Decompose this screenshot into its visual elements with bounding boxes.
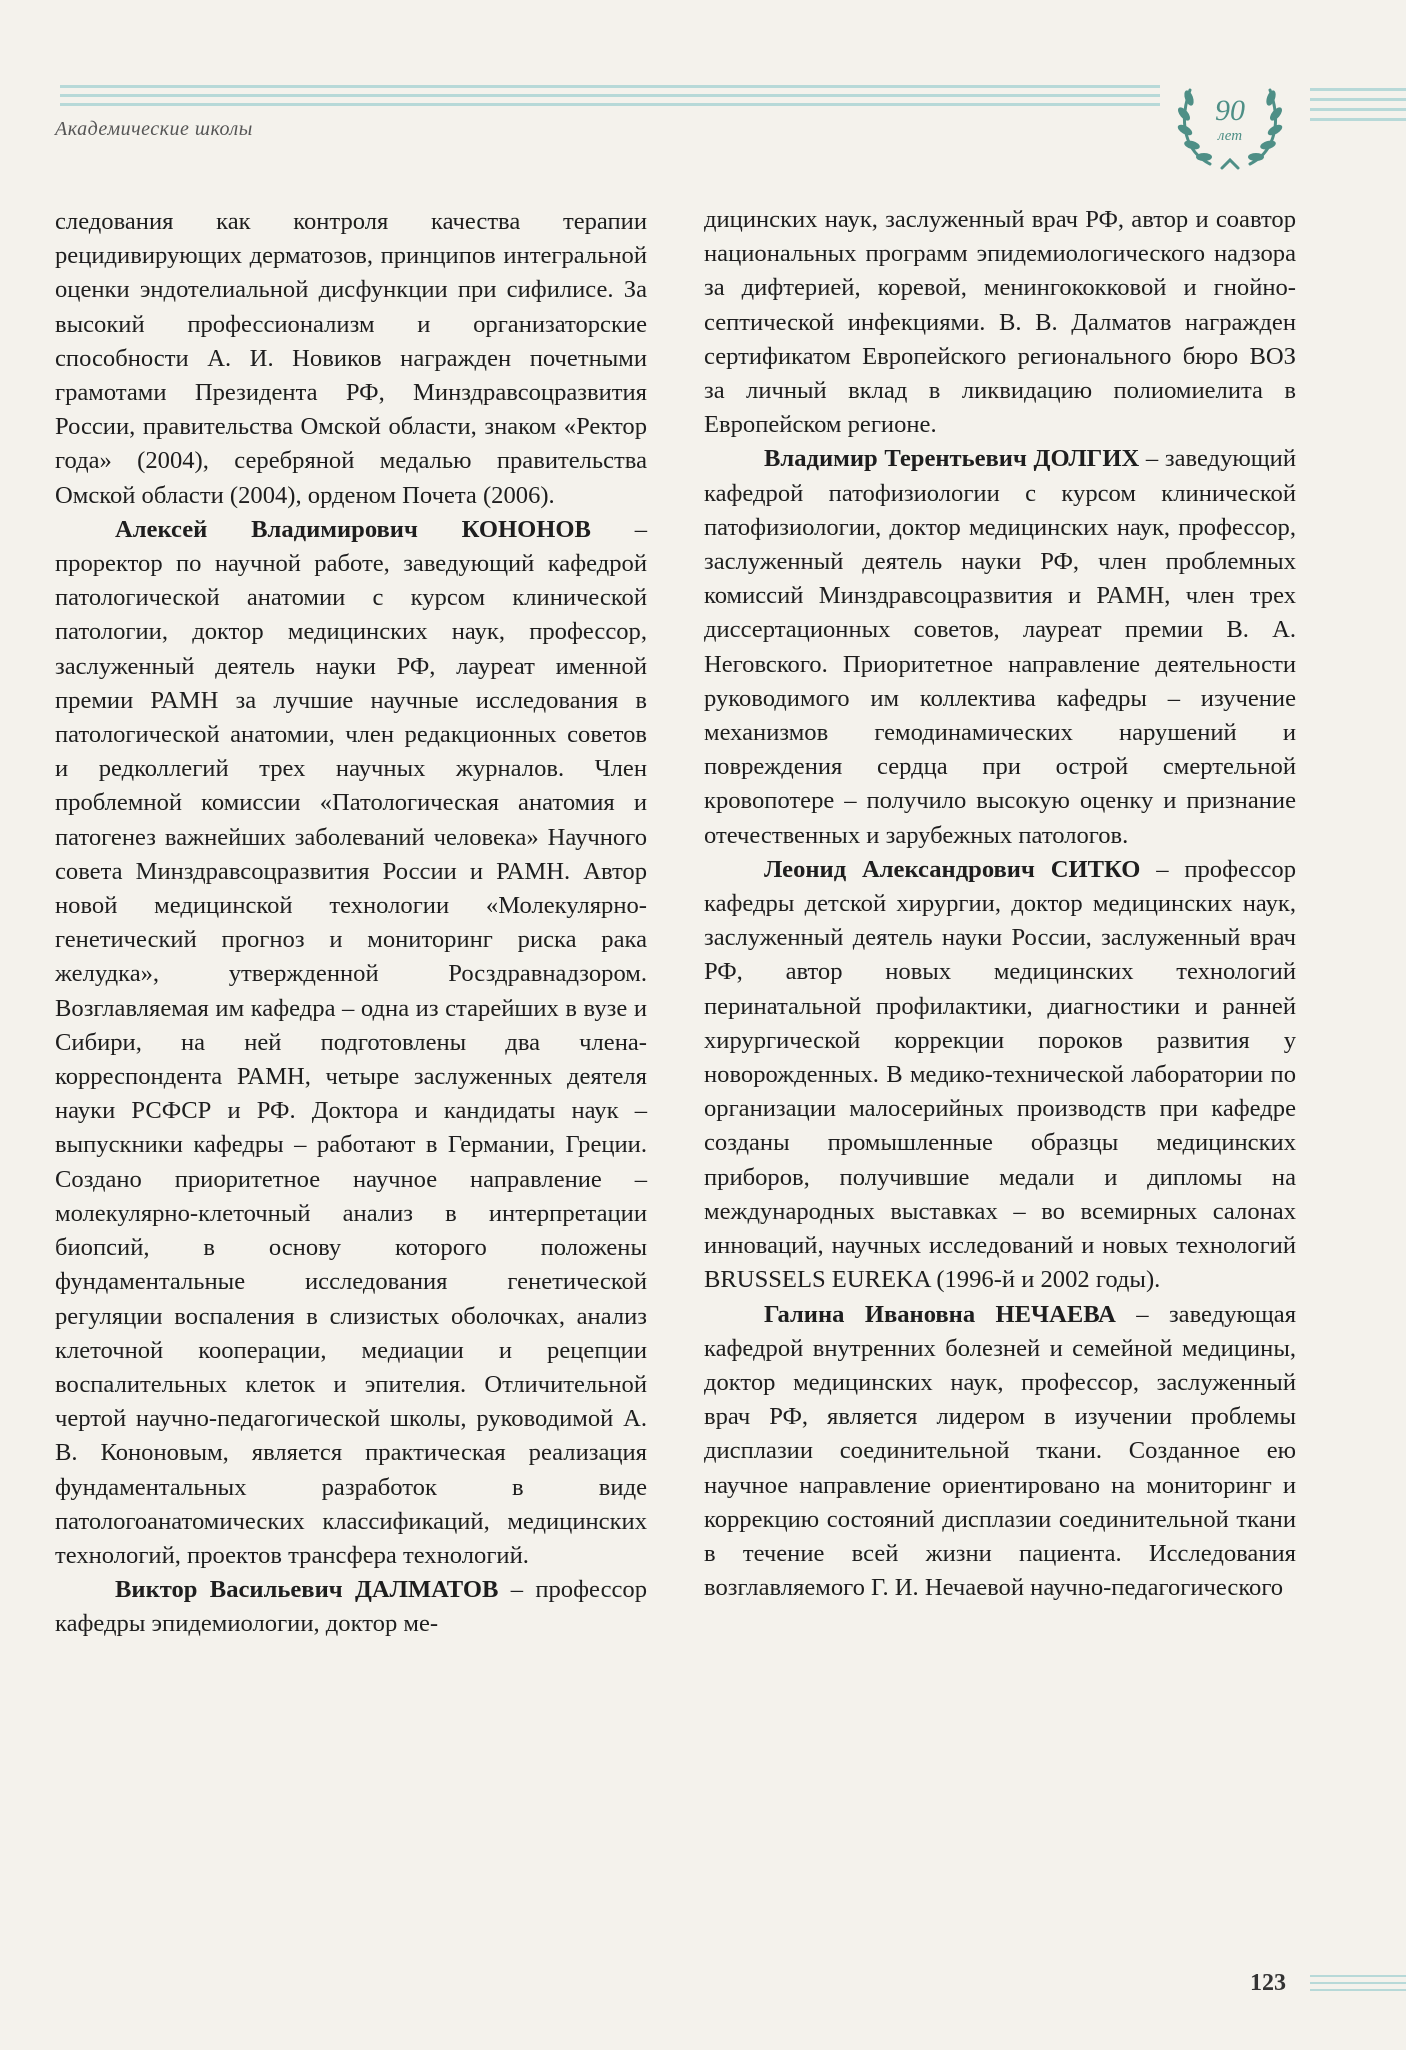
person-name: Алексей Владимирович КОНОНОВ bbox=[115, 515, 591, 543]
paragraph-text: – профессор кафедры детской хирургии, доктор медицинских наук, заслуженный деятель науки России, заслуженный врач РФ, автор новых медицинских технологий перинатальной профилактики, диагностики и ранней хирургической коррекции пороков развития у новорожденных. В медико-технической лаборатории по организации малосерийных производств при кафедре созданы промышленные образцы медицинских приборов, получившие медали и дипломы на международных выставках – во всемирных салонах инноваций, научных исследований и новых технологий BRUSSELS EUREKA (1996-й и 2002 годы). bbox=[704, 855, 1296, 1294]
section-title: Академические школы bbox=[55, 118, 253, 140]
right-column bbox=[704, 203, 1296, 1605]
emblem-number: 90 bbox=[1215, 94, 1245, 127]
footer-rule bbox=[1310, 1975, 1406, 1995]
left-column bbox=[55, 205, 647, 1642]
person-name: Леонид Александрович СИТКО bbox=[764, 855, 1141, 883]
paragraph bbox=[55, 513, 647, 1573]
paragraph: следования как контроля качества терапии рецидивирующих дерматозов, принципов интегральной оценки эндотелиальной дисфункции при сифилисе. За высокий профессионализм и организаторские способности А. И. Новиков награжден почетными грамотами Президента РФ, Минздравсоцразвития России, правительства Омской области, знаком «Ректор года» (2004), серебряной медалью правительства Омской области (2004), орденом Почета (2006). bbox=[55, 208, 647, 509]
laurel-wreath-icon bbox=[1170, 68, 1290, 178]
person-name: Галина Ивановна НЕЧАЕВА bbox=[764, 1300, 1116, 1328]
header-rule bbox=[60, 85, 1160, 115]
anniversary-emblem bbox=[1170, 68, 1290, 178]
paragraph-text: – заведующий кафедрой патофизиологии с курсом клинической патофизиологии, доктор медицинских наук, профессор, заслуженный деятель науки РФ, член проблемных комиссий Минздравсоцразвития и РАМН, член трех диссертационных советов, лауреат премии В. А. Неговского. Приоритетное направление деятельности руководимого им коллектива кафедры – изучение механизмов гемодинамических нарушений и повреждения сердца при острой смертельной кровопотере – получило высокую оценку и признание отечественных и зарубежных патологов. bbox=[704, 445, 1296, 849]
paragraph: дицинских наук, заслуженный врач РФ, автор и соавтор национальных программ эпидемиологического надзора за дифтерией, коревой, менингококковой и гнойно-септической инфекциями. В. В. Далматов награжден сертификатом Европейского регионального бюро ВОЗ за личный вклад в ликвидацию полиомиелита в Европейском регионе. bbox=[704, 206, 1296, 439]
paragraph bbox=[704, 853, 1296, 1298]
paragraph bbox=[704, 442, 1296, 852]
emblem-word: лет bbox=[1217, 128, 1243, 144]
person-name: Владимир Терентьевич ДОЛГИХ bbox=[764, 445, 1140, 473]
page-number: 123 bbox=[1250, 1970, 1286, 1996]
paragraph-text: – проректор по научной работе, заведующий кафедрой патологической анатомии с курсом клинической патологии, доктор медицинских наук, профессор, заслуженный деятель науки РФ, лауреат именной премии РАМН за лучшие научные исследования в патологической анатомии, член редакционных советов и редколлегий трех научных журналов. Член проблемной комиссии «Патологическая анатомия и патогенез важнейших заболеваний человека» Научного совета Минздравсоцразвития России и РАМН. Автор новой медицинской технологии «Молекулярно-генетический прогноз и мониторинг риска рака желудка», утвержденной Росздравнадзором. Возглавляемая им кафедра – одна из старейших в вузе и Сибири, на ней подготовлены два члена-корреспондента РАМН, четыре заслуженных деятеля науки РСФСР и РФ. Доктора и кандидаты наук – выпускники кафедры – работают в Германии, Греции. Создано приоритетное научное направление – молекулярно-клеточный анализ в интерпретации биопсий, в основу которого положены фундаментальные исследования генетической регуляции воспаления в слизистых оболочках, анализ клеточной кооперации, медиации и рецепции воспалительных клеток и эпителия. Отличительной чертой научно-педагогической школы, руководимой А. В. Кононовым, является практическая реализация фундаментальных разработок в виде патологоанатомических классификаций, медицинских технологий, проектов трансфера технологий. bbox=[55, 515, 647, 1569]
paragraph-text: – профессор кафедры эпидемиологии, доктор ме- bbox=[55, 1576, 647, 1638]
paragraph-text: – заведующая кафедрой внутренних болезней и семейной медицины, доктор медицинских наук, профессор, заслуженный врач РФ, является лидером в изучении проблемы дисплазии соединительной ткани. Созданное ею научное направление ориентировано на мониторинг и коррекцию состояний дисплазии соединительной ткани в течение всей жизни пациента. Исследования возглавляемого Г. И. Нечаевой научно-педагогического bbox=[704, 1300, 1297, 1602]
paragraph bbox=[55, 1573, 647, 1641]
paragraph bbox=[704, 1298, 1296, 1606]
person-name: Виктор Васильевич ДАЛМАТОВ bbox=[115, 1576, 499, 1604]
header-rule-right bbox=[1310, 88, 1406, 128]
